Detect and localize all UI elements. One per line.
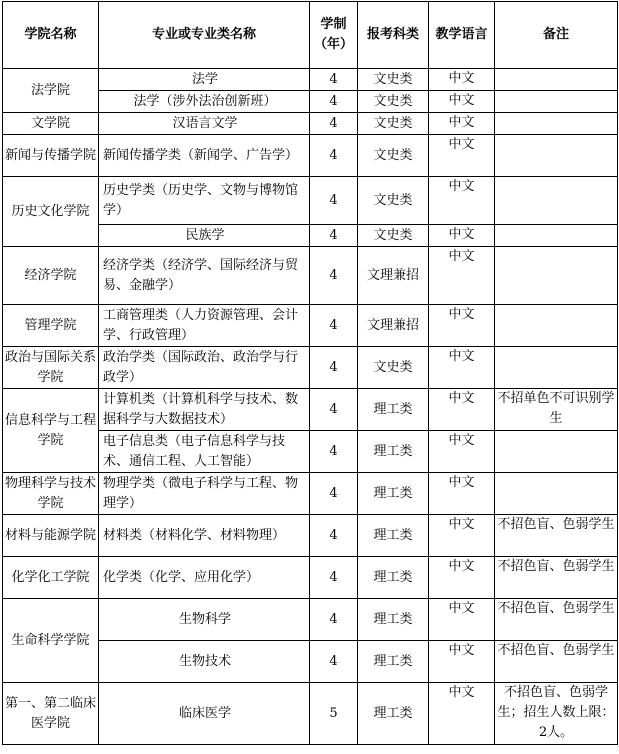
table-row [3,515,618,557]
category-cell: 文史类 [358,69,429,91]
language-cell: 中文 [429,473,495,515]
table-row [3,683,618,745]
college-cell: 经济学院 [3,247,99,305]
major-cell: 经济学类（经济学、国际经济与贸易、金融学） [99,247,310,305]
header-language: 教学语言 [429,2,495,69]
major-cell: 新闻传播学类（新闻学、广告学） [99,135,310,177]
language-cell: 中文 [429,431,495,473]
language-cell: 中文 [429,305,495,347]
major-cell: 工商管理类（人力资源管理、会计学、行政管理） [99,305,310,347]
note-cell: 不招色盲、色弱学生；招生人数上限：2人。 [495,683,618,745]
table-row [3,69,618,91]
note-cell: 不招单色不可识别学生 [495,389,618,431]
category-cell: 理工类 [358,431,429,473]
college-cell: 材料与能源学院 [3,515,99,557]
language-cell: 中文 [429,599,495,641]
language-cell: 中文 [429,641,495,683]
major-cell: 物理学类（微电子科学与工程、物理学） [99,473,310,515]
category-cell: 理工类 [358,683,429,745]
college-cell: 第一、第二临床医学院 [3,683,99,745]
college-cell: 信息科学与工程学院 [3,389,99,473]
language-cell: 中文 [429,347,495,389]
years-cell: 4 [310,113,358,135]
major-cell: 历史学类（历史学、文物与博物馆学） [99,177,310,225]
category-cell: 理工类 [358,599,429,641]
major-cell: 法学 [99,69,310,91]
years-cell: 4 [310,247,358,305]
category-cell: 理工类 [358,641,429,683]
language-cell: 中文 [429,247,495,305]
language-cell: 中文 [429,683,495,745]
college-cell: 历史文化学院 [3,177,99,247]
note-cell: 不招色盲、色弱学生 [495,641,618,683]
major-cell: 汉语言文学 [99,113,310,135]
college-cell: 文学院 [3,113,99,135]
note-cell [495,91,618,113]
college-cell: 法学院 [3,69,99,113]
language-cell: 中文 [429,113,495,135]
language-cell: 中文 [429,225,495,247]
header-category: 报考科类 [358,2,429,69]
category-cell: 文理兼招 [358,247,429,305]
category-cell: 理工类 [358,515,429,557]
years-cell: 4 [310,91,358,113]
category-cell: 文史类 [358,91,429,113]
note-cell [495,225,618,247]
note-cell: 不招色盲、色弱学生 [495,557,618,599]
table-row [3,347,618,389]
note-cell [495,473,618,515]
language-cell: 中文 [429,515,495,557]
header-college: 学院名称 [3,2,99,69]
years-cell: 4 [310,177,358,225]
note-cell [495,305,618,347]
major-cell: 材料类（材料化学、材料物理） [99,515,310,557]
category-cell: 文理兼招 [358,305,429,347]
category-cell: 理工类 [358,389,429,431]
college-cell: 管理学院 [3,305,99,347]
language-cell: 中文 [429,177,495,225]
table-row [3,557,618,599]
major-cell: 生物科学 [99,599,310,641]
note-cell [495,431,618,473]
table-row [3,305,618,347]
header-major: 专业或专业类名称 [99,2,310,69]
table-header-row [3,2,618,69]
category-cell: 文史类 [358,135,429,177]
major-cell: 法学（涉外法治创新班） [99,91,310,113]
note-cell [495,113,618,135]
table-row [3,247,618,305]
years-cell: 4 [310,69,358,91]
years-cell: 4 [310,347,358,389]
table-row [3,177,618,225]
category-cell: 文史类 [358,113,429,135]
category-cell: 理工类 [358,557,429,599]
years-cell: 4 [310,515,358,557]
table-row [3,599,618,641]
college-cell: 物理科学与技术学院 [3,473,99,515]
years-cell: 4 [310,557,358,599]
major-cell: 民族学 [99,225,310,247]
category-cell: 理工类 [358,473,429,515]
majors-table [2,1,618,745]
language-cell: 中文 [429,135,495,177]
header-note: 备注 [495,2,618,69]
category-cell: 文史类 [358,225,429,247]
years-cell: 4 [310,431,358,473]
note-cell [495,69,618,91]
table-row [3,473,618,515]
language-cell: 中文 [429,91,495,113]
major-cell: 政治学类（国际政治、政治学与行政学） [99,347,310,389]
table-row [3,389,618,431]
major-cell: 计算机类（计算机科学与技术、数据科学与大数据技术） [99,389,310,431]
major-cell: 临床医学 [99,683,310,745]
years-cell: 4 [310,473,358,515]
note-cell: 不招色盲、色弱学生 [495,599,618,641]
note-cell [495,177,618,225]
note-cell: 不招色盲、色弱学生 [495,515,618,557]
major-cell: 生物技术 [99,641,310,683]
language-cell: 中文 [429,69,495,91]
college-cell: 政治与国际关系学院 [3,347,99,389]
language-cell: 中文 [429,389,495,431]
language-cell: 中文 [429,557,495,599]
major-cell: 电子信息类（电子信息科学与技术、通信工程、人工智能） [99,431,310,473]
years-cell: 4 [310,599,358,641]
years-cell: 5 [310,683,358,745]
note-cell [495,247,618,305]
years-cell: 4 [310,305,358,347]
years-cell: 4 [310,225,358,247]
college-cell: 新闻与传播学院 [3,135,99,177]
years-cell: 4 [310,641,358,683]
years-cell: 4 [310,135,358,177]
header-years: 学制（年） [310,2,358,69]
note-cell [495,135,618,177]
category-cell: 文史类 [358,347,429,389]
note-cell [495,347,618,389]
table-row [3,135,618,177]
category-cell: 文史类 [358,177,429,225]
college-cell: 生命科学学院 [3,599,99,683]
years-cell: 4 [310,389,358,431]
college-cell: 化学化工学院 [3,557,99,599]
table-row [3,113,618,135]
major-cell: 化学类（化学、应用化学） [99,557,310,599]
